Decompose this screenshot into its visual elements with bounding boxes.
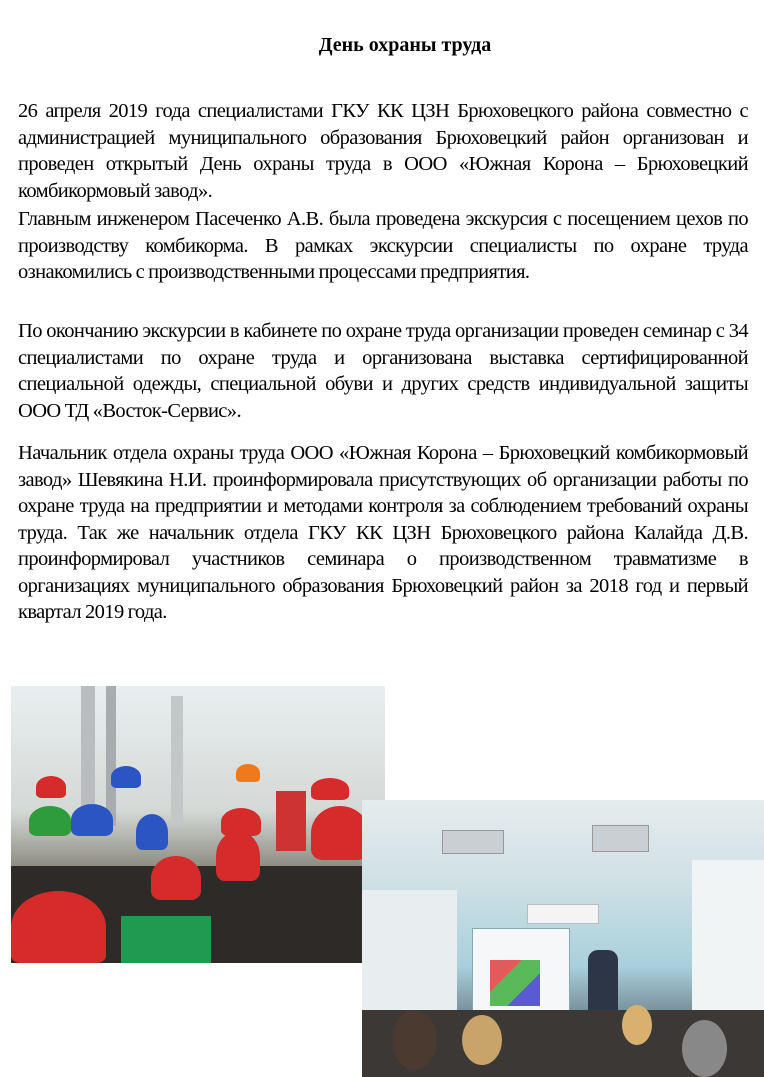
page-title: День охраны труда: [318, 34, 492, 56]
photo-seminar: [362, 800, 764, 1077]
paragraph-intro: 26 апреля 2019 года специалистами ГКУ КК ЦЗН Брюховецкого района совместно с администрацией муниципального образования Брюховецкий район организован и проведен открытый День охраны труда в ООО «Южная Корона – Брюховецкий комбикормовый завод».: [18, 100, 748, 202]
photo-factory-tour: [11, 686, 385, 963]
paragraph-seminar: По окончанию экскурсии в кабинете по охране труда организации проведен семинар с 34 специалистами по охране труда и организована выставка сертифицированной специальной одежды, специальной обуви и других средств индивидуальной защиты ООО ТД «Восток-Сервис».: [18, 320, 748, 422]
paragraph-reports: Начальник отдела охраны труда ООО «Южная Корона – Брюховецкий комбикормовый завод» Шевякина Н.И. проинформировала присутствующих об организации работы по охране труда на предприятии и методами контроля за соблюдением требований охраны труда. Так же начальник отдела ГКУ КК ЦЗН Брюховецкого района Калайда Д.В. проинформировал участников семинара о производственном травматизме в организациях муниципального образования Брюховецкий район за 2018 год и первый квартал 2019 года.: [18, 442, 748, 623]
paragraph-excursion: Главным инженером Пасеченко А.В. была проведена экскурсия с посещением цехов по производству комбикорма. В рамках экскурсии специалисты по охране труда ознакомились с производственными процессами предприятия.: [18, 208, 748, 283]
